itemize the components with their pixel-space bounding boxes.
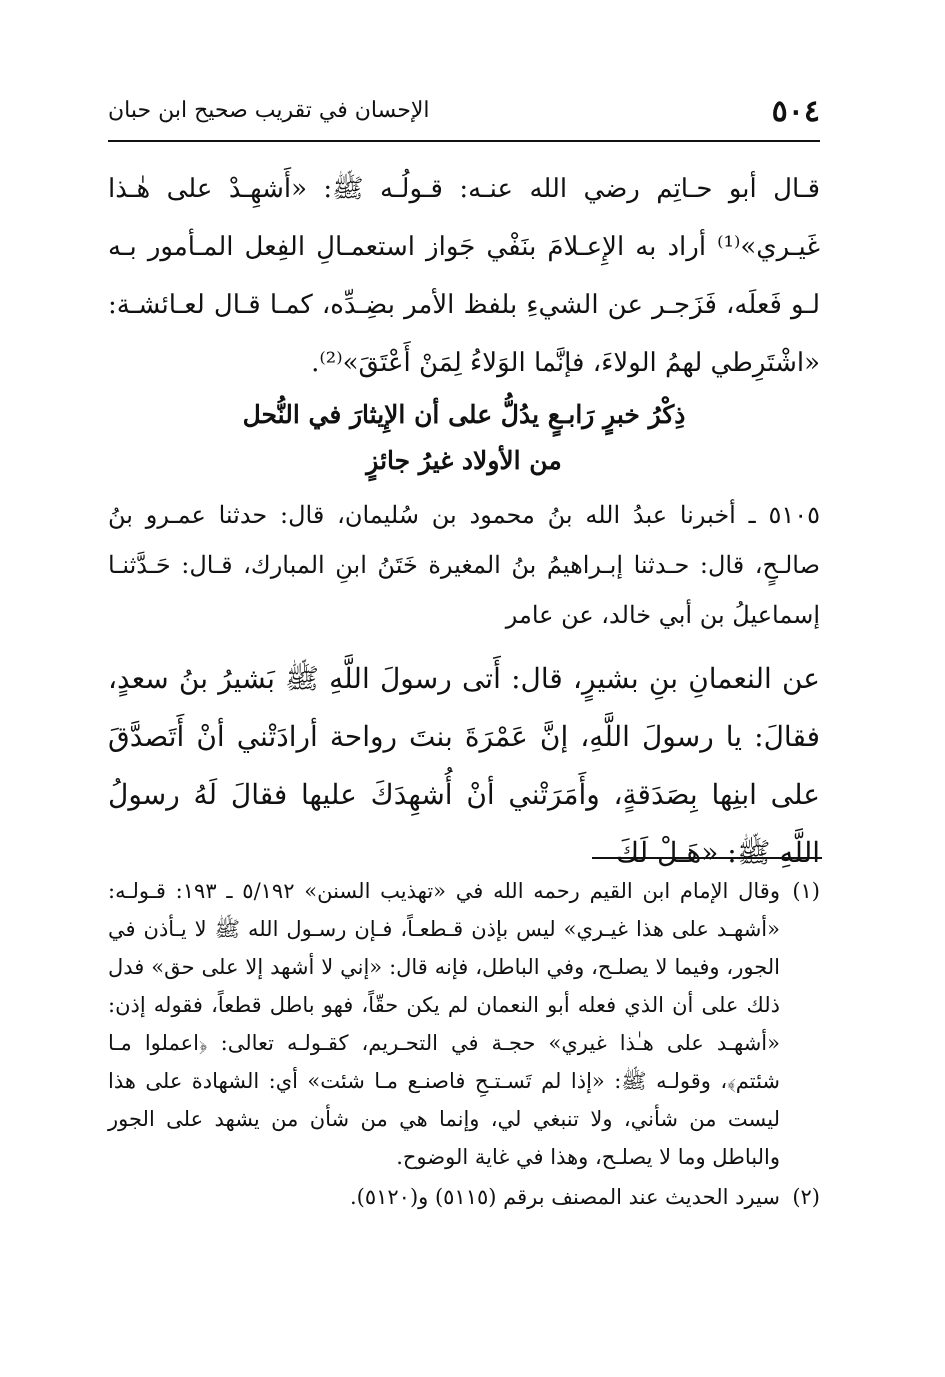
header-rule <box>108 140 820 142</box>
footnote-2 <box>108 1178 820 1216</box>
chapter-heading-line-1: ذِكْرُ خبرٍ رَابـعٍ يدُلُّ على أن الإِيثارَ في النُّحل <box>242 400 686 429</box>
footnotes <box>108 872 820 1216</box>
hadith-isnad-paragraph: ٥١٠٥ ـ أخبرنا عبدُ الله بنُ محمود بن سُليمان، قال: حدثنا عمـرو بنُ صالـحٍ، قال: حـدثنا إبـراهيمُ بنُ المغيرة خَتَنُ ابنِ المبارك، قـال: حَـدَّثنـا إسماعيلُ بن أبي خالد، عن عامر <box>108 501 821 629</box>
hadith-matn-paragraph: عن النعمانِ بنِ بشيرٍ، قال: أَتى رسولَ اللَّهِ ﷺ بَشيرُ بنُ سعدٍ، فقالَ: يا رسولَ اللَّهِ، إنَّ عَمْرَةَ بنتَ رواحة أرادَتْني أنْ أَتَصدَّقَ على ابنِها بِصَدَقةٍ، وأَمَرَتْني أنْ أُشهِدَكَ عليها فقالَ لَهُ رسولُ اللَّهِ ﷺ: «هَـلْ لَكَ <box>108 662 820 869</box>
footnote-1 <box>108 872 820 1176</box>
footnote-text: وقال الإمام ابن القيم رحمه الله في «تهذيب السنن» ٥/١٩٢ ـ ١٩٣: قـولـه: «أشهـد على هذا غيـري» ليس بإذن قـطعـاً، فـإن رسـول الله ﷺ لا يـأذن في الجور، وفيما لا يصلـح، وفي الباطل، فإنه قال: «إني لا أشهد إلا على حق» فدل ذلك على أن الذي فعله أبو النعمان لم يكن حقّاً، فهو باطل قطعاً، فقوله إذن: «أشهـد على هـٰذا غيري» حجـة في التحـريم، كقـولـه تعالى: ﴿اعملوا مـا شئتم﴾، وقولـه ﷺ: «إذا لم تَسـتـحِ فاصنـع مـا شئت» أي: الشهادة على هذا ليست من شأني، ولا تنبغي لي، وإنما هي من شأن من يشهد على الجور والباطل وما لا يصلـح، وهذا في غاية الوضوح. <box>108 879 780 1169</box>
footnote-number: (٢) <box>792 1185 820 1209</box>
page-header <box>108 92 820 138</box>
chapter-heading-line-2: من الأولاد غيرُ جائزٍ <box>366 446 562 475</box>
footnote-separator <box>592 857 822 859</box>
footnote-number: (١) <box>792 879 820 903</box>
footnote-text: سيرد الحديث عند المصنف برقم (٥١١٥) و(٥١٢٠). <box>349 1185 780 1209</box>
running-title: الإحسان في تقريب صحيح ابن حبان <box>108 98 430 123</box>
page-number: ٥٠٤ <box>771 94 820 129</box>
commentary-paragraph: قـال أبو حـاتِم رضي الله عنـه: قـولُـه ﷺ: «أَشهِـدْ على هٰـذا غَيـري»⁽¹⁾ أراد به الإِعـلامَ بنَفْي جَواز استعمـالِ الفِعل المـأمور بـه لـو فَعلَه، فَزَجـر عن الشيءِ بلفظ الأمر بضِـدِّه، كمـا قـال لعـائشـة: «اشْتَرِطي لهمُ الولاءَ، فإنَّما الوَلاءُ لِمَنْ أَعْتَقَ»⁽²⁾. <box>108 174 820 378</box>
